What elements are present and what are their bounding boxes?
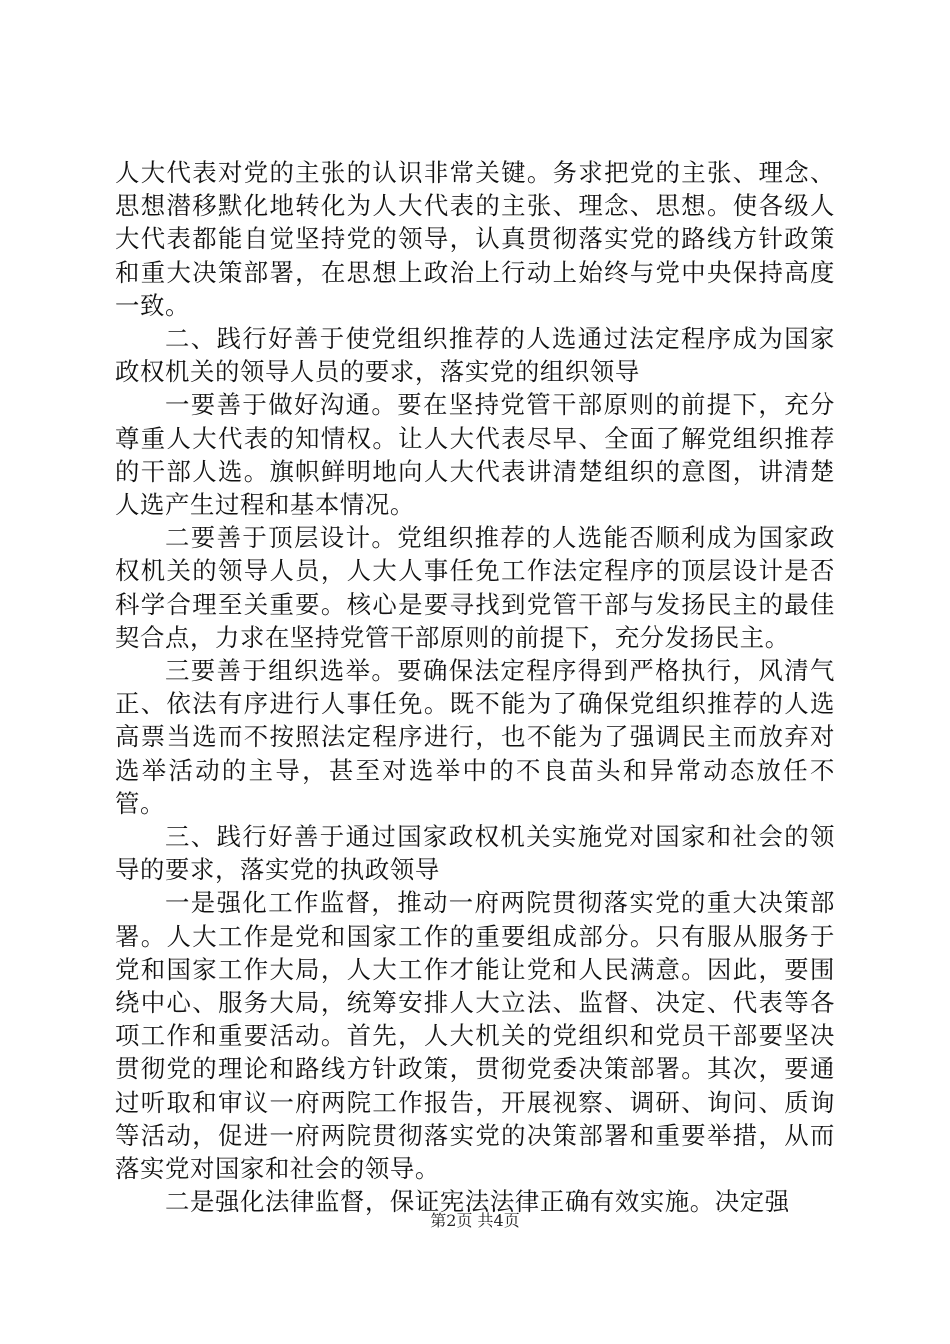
paragraph-continuation: 人大代表对党的主张的认识非常关键。务求把党的主张、理念、思想潜移默化地转化为人大代表的主张、理念、思想。使各级人大代表都能自觉坚持党的领导，认真贯彻落实党的路线方针政策和重大决策部署，在思想上政治上行动上始终与党中央保持高度一致。 <box>115 158 835 320</box>
section-heading-three: 三、践行好善于通过国家政权机关实施党对国家和社会的领导的要求，落实党的执政领导 <box>115 822 835 885</box>
paragraph-top-level-design: 二要善于顶层设计。党组织推荐的人选能否顺利成为国家政权机关的领导人员，人大人事任免工作法定程序的顶层设计是否科学合理至关重要。核心是要寻找到党管干部与发扬民主的最佳契合点，力求在坚持党管干部原则的前提下，充分发扬民主。 <box>115 523 835 652</box>
page-footer <box>0 1211 950 1231</box>
paragraph-legal-supervision: 二是强化法律监督，保证宪法法律正确有效实施。决定强 <box>165 1187 790 1217</box>
paragraph-organize-election: 三要善于组织选举。要确保法定程序得到严格执行，风清气正、依法有序进行人事任免。既不能为了确保党组织推荐的人选高票当选而不按照法定程序进行，也不能为了强调民主而放弃对选举活动的主导，甚至对选举中的不良苗头和异常动态放任不管。 <box>115 656 835 818</box>
document-body <box>115 156 835 1219</box>
page-number-label: 第2页 共4页 <box>430 1211 520 1230</box>
section-heading-two: 二、践行好善于使党组织推荐的人选通过法定程序成为国家政权机关的领导人员的要求，落实党的组织领导 <box>115 324 835 387</box>
paragraph-communication: 一要善于做好沟通。要在坚持党管干部原则的前提下，充分尊重人大代表的知情权。让人大代表尽早、全面了解党组织推荐的干部人选。旗帜鲜明地向人大代表讲清楚组织的意图，讲清楚人选产生过程和基本情况。 <box>115 390 835 520</box>
paragraph-work-supervision: 一是强化工作监督，推动一府两院贯彻落实党的重大决策部署。人大工作是党和国家工作的重要组成部分。只有服从服务于党和国家工作大局，人大工作才能让党和人民满意。因此，要围绕中心、服务大局，统筹安排人大立法、监督、决定、代表等各项工作和重要活动。首先，人大机关的党组织和党员干部要坚决贯彻党的理论和路线方针政策，贯彻党委决策部署。其次，要通过听取和审议一府两院工作报告，开展视察、调研、询问、质询等活动，促进一府两院贯彻落实党的决策部署和重要举措，从而落实党对国家和社会的领导。 <box>115 888 835 1184</box>
